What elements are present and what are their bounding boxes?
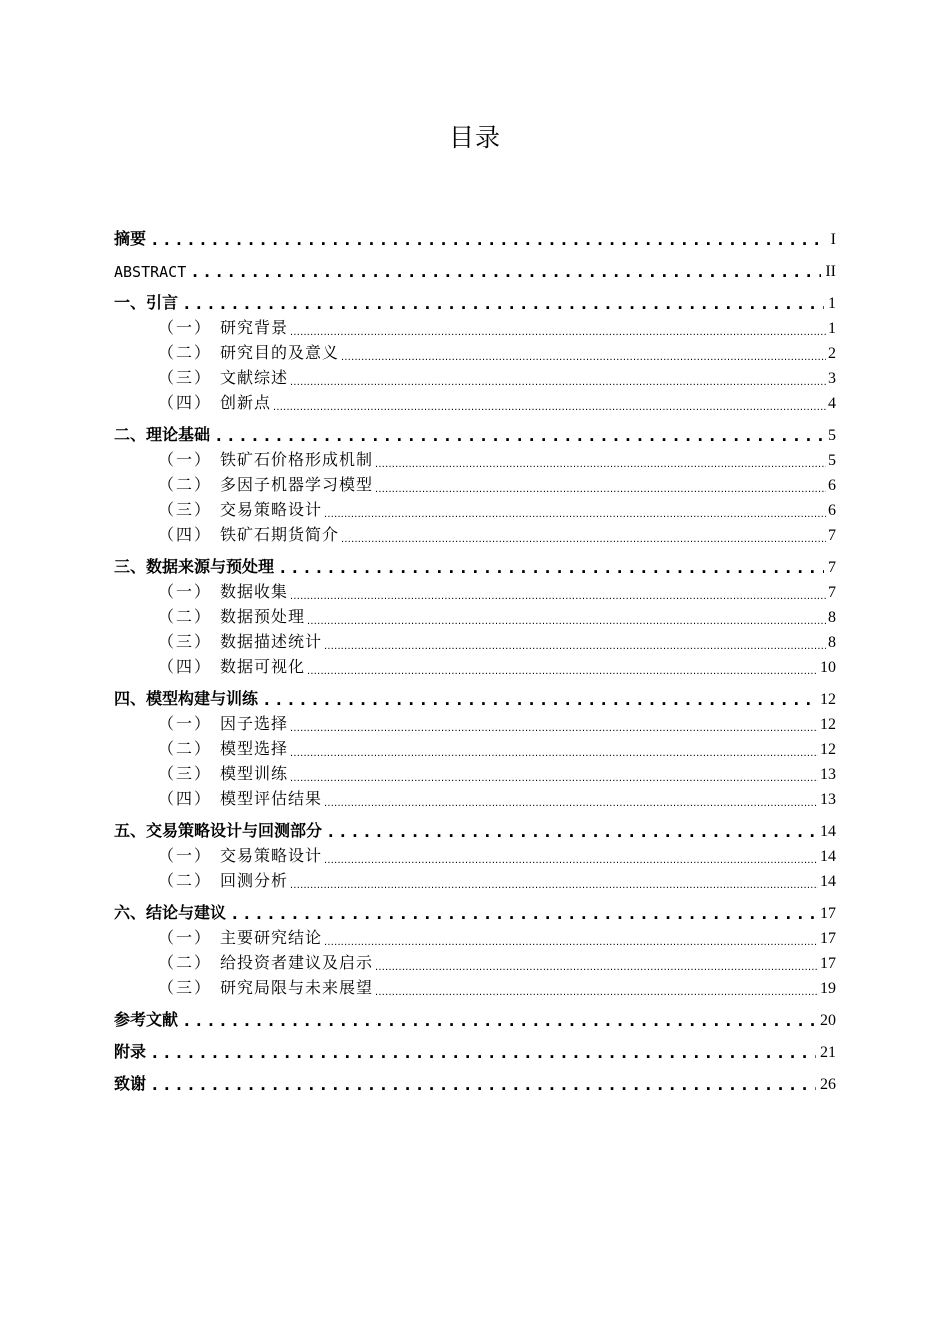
toc-page-number: 26 [820, 1076, 836, 1093]
toc-page-number: 3 [828, 370, 836, 387]
toc-section-entry[interactable] [114, 734, 836, 759]
toc-chapter-entry[interactable] [114, 1062, 836, 1094]
toc-section-number: （一） [158, 450, 213, 469]
toc-section-number: （一） [158, 582, 213, 601]
toc-dot-leader [230, 904, 816, 923]
toc-page-number: 14 [820, 848, 836, 865]
toc-dot-leader [324, 854, 818, 866]
toc-page-number: 14 [820, 873, 836, 890]
toc-chapter-entry[interactable] [114, 249, 836, 281]
toc-section-number: （三） [158, 764, 213, 783]
toc-section-entry[interactable] [114, 445, 836, 470]
toc-dot-leader [273, 401, 826, 413]
toc-section-title: 主要研究结论 [220, 928, 323, 947]
toc-chapter-entry[interactable] [114, 545, 836, 577]
toc-page-number: 4 [828, 395, 836, 412]
toc-chapter-title: 附录 [114, 1042, 147, 1061]
toc-dot-leader [182, 1011, 816, 1030]
toc-section-number: （二） [158, 343, 213, 362]
toc-page-number: 12 [820, 741, 836, 758]
toc-section-title: 铁矿石期货简介 [220, 525, 340, 544]
toc-chapter-entry[interactable] [114, 413, 836, 445]
toc-section-title: 数据可视化 [220, 657, 306, 676]
toc-page-number: 17 [820, 955, 836, 972]
toc-section-number: （三） [158, 368, 213, 387]
toc-page-number: 21 [820, 1044, 836, 1061]
toc-section-title: 给投资者建议及启示 [220, 953, 374, 972]
toc-chapter-entry[interactable] [114, 998, 836, 1030]
toc-section-title: 模型训练 [220, 764, 289, 783]
toc-section-entry[interactable] [114, 520, 836, 545]
toc-section-number: （四） [158, 789, 213, 808]
toc-section-number: （四） [158, 525, 213, 544]
toc-page-number: 7 [828, 527, 836, 544]
toc-page-number: 8 [828, 634, 836, 651]
toc-page-number: 10 [820, 659, 836, 676]
toc-section-entry[interactable] [114, 709, 836, 734]
toc-section-title: 铁矿石价格形成机制 [220, 450, 374, 469]
toc-dot-leader [326, 822, 816, 841]
toc-section-entry[interactable] [114, 388, 836, 413]
toc-section-number: （四） [158, 393, 213, 412]
toc-chapter-entry[interactable] [114, 1030, 836, 1062]
toc-section-entry[interactable] [114, 313, 836, 338]
toc-dot-leader [290, 722, 818, 734]
toc-chapter-title: 致谢 [114, 1074, 147, 1093]
toc-chapter-entry[interactable] [114, 891, 836, 923]
toc-page-number: 5 [828, 427, 836, 444]
toc-dot-leader [324, 936, 818, 948]
toc-section-number: （二） [158, 607, 213, 626]
toc-page-number: 6 [828, 477, 836, 494]
page-title: 目录 [448, 123, 501, 152]
toc-section-entry[interactable] [114, 338, 836, 363]
toc-page-number: 7 [828, 559, 836, 576]
toc-chapter-title: 二、理论基础 [114, 425, 211, 444]
toc-section-title: 数据描述统计 [220, 632, 323, 651]
toc-page-number: 17 [820, 905, 836, 922]
toc-section-number: （一） [158, 928, 213, 947]
toc-dot-leader [375, 483, 826, 495]
toc-dot-leader [278, 558, 824, 577]
toc-section-title: 多因子机器学习模型 [220, 475, 374, 494]
toc-page-number: 1 [828, 320, 836, 337]
toc-section-title: 研究目的及意义 [220, 343, 340, 362]
toc-page-number: I [830, 231, 836, 248]
toc-dot-leader [290, 326, 826, 338]
toc-dot-leader [262, 690, 816, 709]
toc-section-entry[interactable] [114, 652, 836, 677]
toc-page-number: 2 [828, 345, 836, 362]
toc-section-title: 因子选择 [220, 714, 289, 733]
toc-section-number: （三） [158, 978, 213, 997]
toc-chapter-title: 五、交易策略设计与回测部分 [114, 821, 323, 840]
toc-page-number: 7 [828, 584, 836, 601]
toc-section-title: 创新点 [220, 393, 272, 412]
toc-dot-leader [290, 747, 818, 759]
toc-page-number: 19 [820, 980, 836, 997]
toc-section-entry[interactable] [114, 363, 836, 388]
toc-page-number: 13 [820, 791, 836, 808]
toc-page-number: 17 [820, 930, 836, 947]
toc-page-number: 6 [828, 502, 836, 519]
toc-dot-leader [324, 508, 826, 520]
toc-dot-leader [324, 640, 826, 652]
toc-dot-leader [375, 986, 818, 998]
toc-section-entry[interactable] [114, 602, 836, 627]
toc-chapter-title: 六、结论与建议 [114, 903, 227, 922]
toc-section-entry[interactable] [114, 784, 836, 809]
toc-dot-leader [375, 961, 818, 973]
toc-section-entry[interactable] [114, 841, 836, 866]
toc-chapter-title: 参考文献 [114, 1010, 179, 1029]
toc-dot-leader [290, 772, 818, 784]
toc-dot-leader [190, 262, 821, 281]
toc-page-number: 12 [820, 716, 836, 733]
toc-section-number: （二） [158, 475, 213, 494]
toc-section-entry[interactable] [114, 577, 836, 602]
toc-section-number: （三） [158, 500, 213, 519]
toc-page-number: 1 [828, 295, 836, 312]
toc-section-number: （一） [158, 714, 213, 733]
toc-section-title: 研究局限与未来展望 [220, 978, 374, 997]
toc-chapter-title: 一、引言 [114, 293, 179, 312]
toc-dot-leader [214, 426, 824, 445]
toc-section-title: 交易策略设计 [220, 846, 323, 865]
toc-dot-leader [307, 615, 826, 627]
toc-section-title: 回测分析 [220, 871, 289, 890]
toc-chapter-title: ABSTRACT [114, 263, 187, 281]
toc-page-number: II [825, 263, 836, 280]
toc-section-entry[interactable] [114, 866, 836, 891]
toc-dot-leader [341, 533, 826, 545]
toc-section-title: 数据预处理 [220, 607, 306, 626]
toc-dot-leader [341, 351, 826, 363]
toc-dot-leader [290, 590, 826, 602]
toc-dot-leader [150, 230, 827, 249]
toc-page-number: 14 [820, 823, 836, 840]
toc-chapter-entry[interactable] [114, 217, 836, 249]
toc-dot-leader [150, 1075, 816, 1094]
toc-dot-leader [290, 376, 826, 388]
toc-page-number: 13 [820, 766, 836, 783]
toc-page-number: 5 [828, 452, 836, 469]
toc-section-number: （一） [158, 846, 213, 865]
toc-page-number: 8 [828, 609, 836, 626]
toc-section-number: （四） [158, 657, 213, 676]
toc-dot-leader [307, 665, 818, 677]
toc-dot-leader [290, 879, 818, 891]
toc-section-title: 数据收集 [220, 582, 289, 601]
toc-section-entry[interactable] [114, 627, 836, 652]
toc-dot-leader [150, 1043, 816, 1062]
toc-section-number: （二） [158, 739, 213, 758]
toc-dot-leader [375, 458, 826, 470]
toc-section-number: （二） [158, 871, 213, 890]
toc-section-entry[interactable] [114, 759, 836, 784]
toc-page-number: 20 [820, 1012, 836, 1029]
toc-section-entry[interactable] [114, 923, 836, 948]
toc-chapter-title: 摘要 [114, 229, 147, 248]
toc-section-number: （二） [158, 953, 213, 972]
toc-section-title: 交易策略设计 [220, 500, 323, 519]
table-of-contents [114, 217, 836, 1094]
toc-section-entry[interactable] [114, 973, 836, 998]
toc-dot-leader [182, 294, 824, 313]
toc-chapter-title: 三、数据来源与预处理 [114, 557, 275, 576]
toc-page-number: 12 [820, 691, 836, 708]
toc-chapter-entry[interactable] [114, 809, 836, 841]
toc-chapter-entry[interactable] [114, 281, 836, 313]
toc-chapter-title: 四、模型构建与训练 [114, 689, 259, 708]
toc-section-entry[interactable] [114, 948, 836, 973]
toc-section-entry[interactable] [114, 495, 836, 520]
toc-section-title: 模型评估结果 [220, 789, 323, 808]
toc-section-number: （一） [158, 318, 213, 337]
toc-section-title: 模型选择 [220, 739, 289, 758]
toc-section-entry[interactable] [114, 470, 836, 495]
toc-chapter-entry[interactable] [114, 677, 836, 709]
toc-section-title: 研究背景 [220, 318, 289, 337]
toc-section-title: 文献综述 [220, 368, 289, 387]
toc-dot-leader [324, 797, 818, 809]
toc-section-number: （三） [158, 632, 213, 651]
